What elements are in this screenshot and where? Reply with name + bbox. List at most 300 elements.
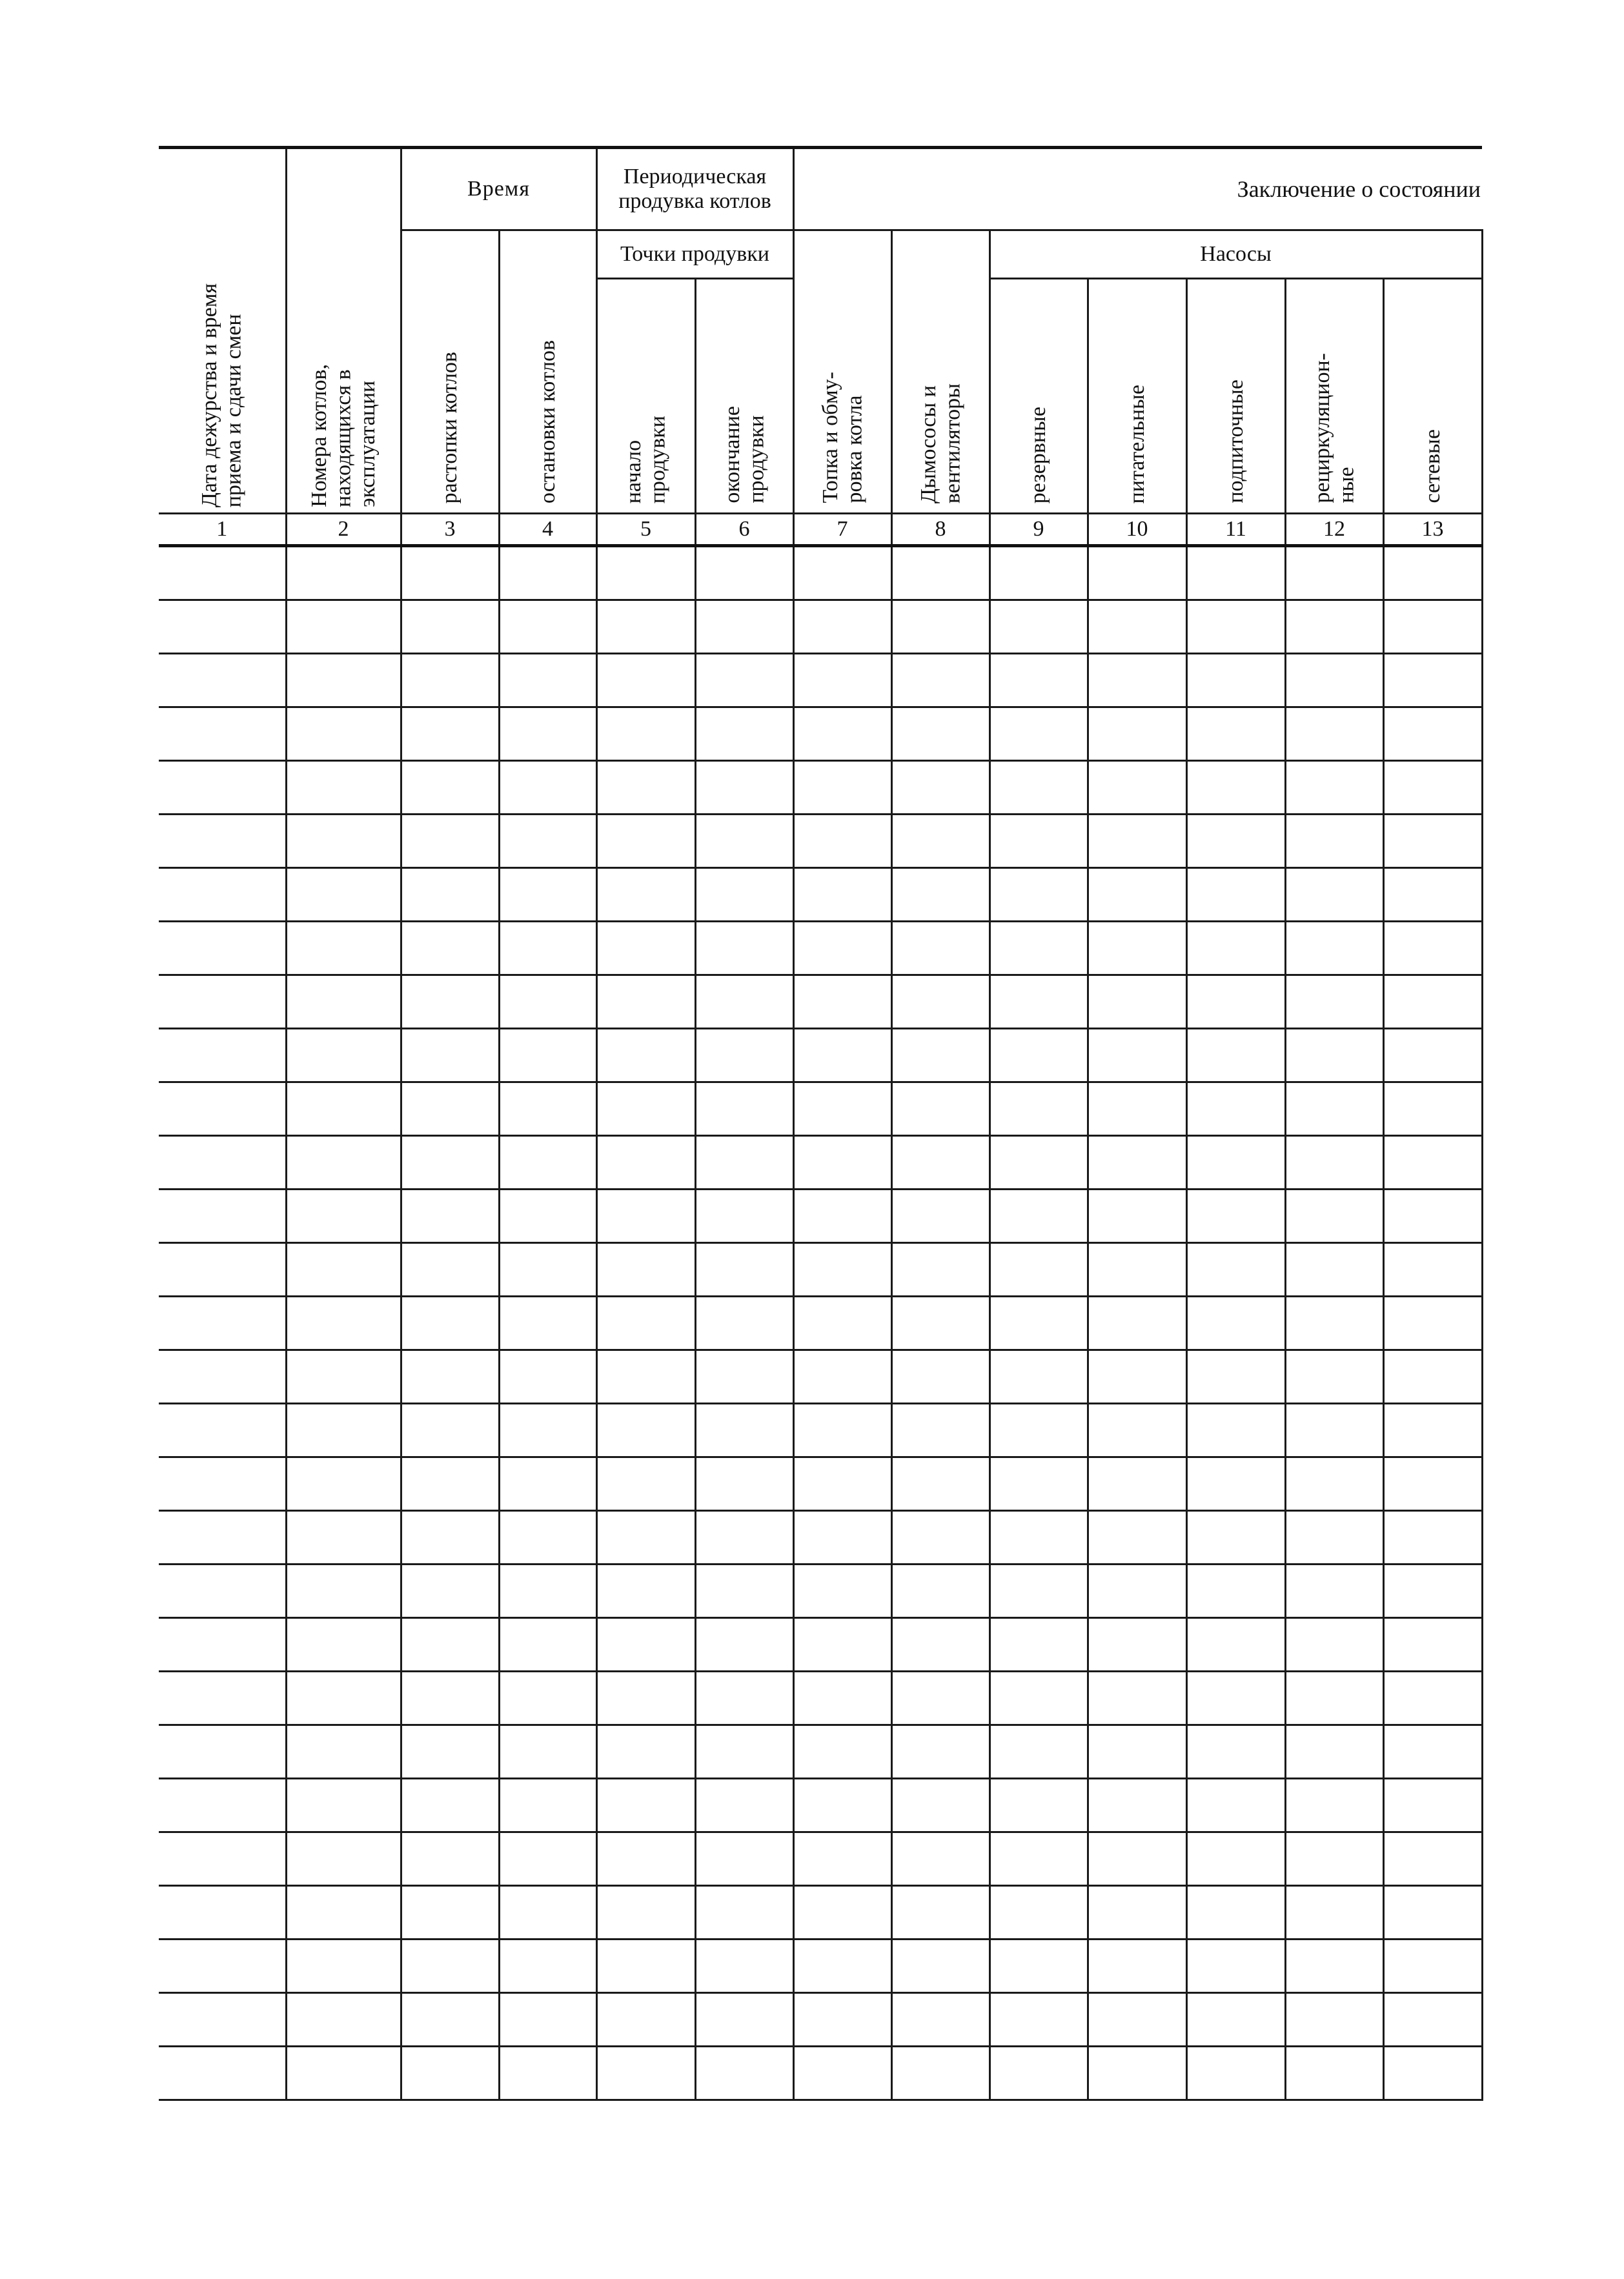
table-cell — [596, 1243, 695, 1297]
col-3-header — [401, 230, 499, 514]
table-cell — [1088, 868, 1186, 922]
table-cell — [159, 1190, 286, 1243]
table-cell — [1383, 868, 1482, 922]
table-cell — [1285, 1404, 1383, 1457]
col-10-label: питательные — [1124, 384, 1149, 503]
table-row — [159, 868, 1482, 922]
table-cell — [990, 600, 1088, 654]
table-cell — [401, 1243, 499, 1297]
table-cell — [1285, 975, 1383, 1029]
table-cell — [695, 1779, 793, 1832]
table-cell — [1088, 1565, 1186, 1618]
table-cell — [401, 1565, 499, 1618]
table-cell — [990, 2047, 1088, 2100]
table-cell — [401, 1618, 499, 1672]
table-cell — [990, 975, 1088, 1029]
table-cell — [596, 1940, 695, 1993]
conclusion-group-label: Заключение о состоянии — [1237, 176, 1481, 202]
table-cell — [793, 1190, 891, 1243]
table-cell — [499, 1779, 596, 1832]
table-cell — [793, 1993, 891, 2047]
table-cell — [1285, 761, 1383, 815]
table-cell — [990, 1190, 1088, 1243]
col-9-header — [990, 279, 1088, 514]
table-cell — [1088, 1190, 1186, 1243]
table-cell — [1186, 1136, 1285, 1190]
table-cell — [793, 546, 891, 600]
table-cell — [891, 1190, 990, 1243]
table-cell — [1383, 975, 1482, 1029]
table-cell — [1186, 546, 1285, 600]
table-cell — [793, 1511, 891, 1565]
table-cell — [891, 1672, 990, 1725]
table-cell — [990, 1940, 1088, 1993]
table-cell — [695, 1457, 793, 1511]
table-row — [159, 1297, 1482, 1350]
col-1-header — [159, 148, 286, 514]
table-cell — [695, 975, 793, 1029]
table-cell — [990, 815, 1088, 868]
table-cell — [793, 600, 891, 654]
blow-points-label: Точки продувки — [620, 241, 769, 266]
table-cell — [596, 1832, 695, 1886]
col-10-header — [1088, 279, 1186, 514]
table-cell — [1285, 1297, 1383, 1350]
table-cell — [1383, 1940, 1482, 1993]
table-cell — [695, 2047, 793, 2100]
table-cell — [891, 922, 990, 975]
table-cell — [1285, 1779, 1383, 1832]
table-cell — [891, 1136, 990, 1190]
table-cell — [1285, 1136, 1383, 1190]
table-cell — [1186, 922, 1285, 975]
table-cell — [1285, 922, 1383, 975]
table-cell — [891, 654, 990, 707]
table-cell — [286, 1940, 401, 1993]
table-cell — [1285, 868, 1383, 922]
col-number: 6 — [695, 514, 793, 546]
table-row — [159, 707, 1482, 761]
table-cell — [1186, 1618, 1285, 1672]
table-cell — [1186, 1243, 1285, 1297]
table-cell — [891, 1993, 990, 2047]
table-cell — [1088, 1297, 1186, 1350]
table-cell — [499, 2047, 596, 2100]
col-number: 9 — [990, 514, 1088, 546]
table-cell — [286, 1350, 401, 1404]
col-4-header — [499, 230, 596, 514]
table-row — [159, 1243, 1482, 1297]
col-number: 13 — [1383, 514, 1482, 546]
pumps-group-label: Насосы — [1200, 241, 1272, 266]
table-cell — [695, 1511, 793, 1565]
table-cell — [793, 761, 891, 815]
table-cell — [499, 815, 596, 868]
table-cell — [1088, 1404, 1186, 1457]
table-cell — [401, 1136, 499, 1190]
table-cell — [1383, 546, 1482, 600]
blowdown-group-header — [596, 148, 793, 230]
table-row — [159, 1136, 1482, 1190]
table-cell — [1383, 1832, 1482, 1886]
col-8-header — [891, 230, 990, 514]
table-cell — [596, 1511, 695, 1565]
col-12-header — [1285, 279, 1383, 514]
table-cell — [1088, 1832, 1186, 1886]
table-cell — [990, 1404, 1088, 1457]
table-row — [159, 546, 1482, 600]
table-cell — [286, 868, 401, 922]
table-cell — [1186, 654, 1285, 707]
table-cell — [1383, 761, 1482, 815]
table-cell — [286, 2047, 401, 2100]
table-cell — [401, 600, 499, 654]
table-cell — [1383, 1565, 1482, 1618]
table-cell — [793, 1457, 891, 1511]
table-cell — [159, 654, 286, 707]
table-cell — [159, 1779, 286, 1832]
table-cell — [891, 1457, 990, 1511]
table-cell — [401, 1190, 499, 1243]
table-cell — [401, 815, 499, 868]
table-row — [159, 1190, 1482, 1243]
table-row — [159, 1725, 1482, 1779]
table-cell — [1383, 922, 1482, 975]
table-cell — [401, 2047, 499, 2100]
table-cell — [159, 1725, 286, 1779]
col-number: 10 — [1088, 514, 1186, 546]
table-cell — [695, 1672, 793, 1725]
table-cell — [695, 1350, 793, 1404]
col-2-label: Номера котлов, находящихся в эксплуатации — [307, 364, 380, 507]
table-cell — [596, 975, 695, 1029]
table-cell — [159, 1350, 286, 1404]
table-cell — [1088, 546, 1186, 600]
table-cell — [1186, 1190, 1285, 1243]
table-cell — [286, 1190, 401, 1243]
table-cell — [159, 1672, 286, 1725]
table-cell — [159, 868, 286, 922]
table-cell — [891, 761, 990, 815]
table-cell — [499, 1618, 596, 1672]
table-cell — [1186, 1082, 1285, 1136]
table-cell — [596, 1725, 695, 1779]
table-cell — [891, 1618, 990, 1672]
table-cell — [695, 868, 793, 922]
table-cell — [793, 1350, 891, 1404]
table-cell — [1186, 1297, 1285, 1350]
table-cell — [990, 1993, 1088, 2047]
table-cell — [1383, 1993, 1482, 2047]
table-cell — [286, 1404, 401, 1457]
table-cell — [793, 868, 891, 922]
table-cell — [401, 1029, 499, 1082]
table-cell — [1383, 815, 1482, 868]
table-cell — [891, 546, 990, 600]
table-cell — [596, 1672, 695, 1725]
table-cell — [1383, 1618, 1482, 1672]
table-cell — [891, 707, 990, 761]
table-cell — [793, 1779, 891, 1832]
table-row — [159, 1511, 1482, 1565]
table-cell — [159, 815, 286, 868]
table-cell — [401, 707, 499, 761]
table-cell — [1383, 1404, 1482, 1457]
table-cell — [1383, 1136, 1482, 1190]
table-cell — [1285, 1190, 1383, 1243]
table-cell — [695, 922, 793, 975]
table-cell — [1383, 1886, 1482, 1940]
table-cell — [1088, 1457, 1186, 1511]
table-cell — [286, 1297, 401, 1350]
table-cell — [1285, 1832, 1383, 1886]
table-cell — [159, 1029, 286, 1082]
table-row — [159, 1886, 1482, 1940]
table-cell — [596, 1618, 695, 1672]
table-cell — [596, 1297, 695, 1350]
table-row — [159, 654, 1482, 707]
table-cell — [286, 707, 401, 761]
time-group-label: Время — [467, 176, 530, 201]
table-cell — [1088, 1886, 1186, 1940]
table-cell — [793, 1618, 891, 1672]
table-cell — [891, 1940, 990, 1993]
table-cell — [1383, 707, 1482, 761]
blow-points-header — [596, 230, 793, 279]
table-cell — [793, 1297, 891, 1350]
table-cell — [1186, 761, 1285, 815]
table-cell — [401, 546, 499, 600]
table-cell — [1186, 1940, 1285, 1993]
table-cell — [695, 1993, 793, 2047]
table-cell — [596, 1404, 695, 1457]
table-cell — [793, 1725, 891, 1779]
col-number: 4 — [499, 514, 596, 546]
table-cell — [1285, 1565, 1383, 1618]
table-cell — [990, 1297, 1088, 1350]
col-number: 12 — [1285, 514, 1383, 546]
col-7-header — [793, 230, 891, 514]
table-cell — [1285, 1082, 1383, 1136]
table-cell — [1186, 1404, 1285, 1457]
table-cell — [596, 2047, 695, 2100]
table-cell — [990, 707, 1088, 761]
table-cell — [499, 1886, 596, 1940]
table-cell — [1186, 1457, 1285, 1511]
col-number: 5 — [596, 514, 695, 546]
table-cell — [1088, 975, 1186, 1029]
table-row — [159, 975, 1482, 1029]
table-cell — [695, 1565, 793, 1618]
table-cell — [990, 1243, 1088, 1297]
table-cell — [1088, 1940, 1186, 1993]
table-cell — [159, 1243, 286, 1297]
table-cell — [1285, 815, 1383, 868]
col-8-label: Дымососы и вентиляторы — [916, 383, 965, 503]
table-cell — [891, 1350, 990, 1404]
table-cell — [596, 1136, 695, 1190]
table-cell — [695, 546, 793, 600]
table-cell — [793, 2047, 891, 2100]
table-cell — [1088, 1082, 1186, 1136]
table-cell — [401, 922, 499, 975]
table-cell — [596, 1082, 695, 1136]
table-cell — [159, 1832, 286, 1886]
table-cell — [1285, 1886, 1383, 1940]
table-cell — [499, 1082, 596, 1136]
table-cell — [990, 546, 1088, 600]
table-cell — [1088, 1618, 1186, 1672]
table-cell — [1186, 707, 1285, 761]
table-cell — [1186, 1993, 1285, 2047]
table-cell — [1285, 1993, 1383, 2047]
table-cell — [1285, 546, 1383, 600]
col-11-header — [1186, 279, 1285, 514]
table-cell — [891, 1243, 990, 1297]
table-cell — [1088, 922, 1186, 975]
table-cell — [159, 1082, 286, 1136]
table-cell — [695, 1029, 793, 1082]
table-cell — [990, 1779, 1088, 1832]
table-row — [159, 1457, 1482, 1511]
table-cell — [1285, 1618, 1383, 1672]
table-cell — [695, 1940, 793, 1993]
conclusion-group-header — [793, 148, 1482, 230]
table-cell — [159, 1297, 286, 1350]
table-cell — [1383, 654, 1482, 707]
table-cell — [596, 868, 695, 922]
table-cell — [286, 1136, 401, 1190]
table-row — [159, 922, 1482, 975]
table-cell — [1186, 1511, 1285, 1565]
table-cell — [499, 546, 596, 600]
table-row — [159, 2047, 1482, 2100]
pumps-group-header — [990, 230, 1482, 279]
table-cell — [1088, 1243, 1186, 1297]
table-cell — [695, 654, 793, 707]
table-row — [159, 1618, 1482, 1672]
col-5-header — [596, 279, 695, 514]
table-cell — [891, 868, 990, 922]
table-cell — [159, 1404, 286, 1457]
table-cell — [891, 1832, 990, 1886]
table-cell — [1285, 1511, 1383, 1565]
table-cell — [1383, 1511, 1482, 1565]
table-cell — [990, 1886, 1088, 1940]
table-cell — [1383, 1243, 1482, 1297]
table-cell — [1383, 1350, 1482, 1404]
table-cell — [1186, 2047, 1285, 2100]
col-5-label: начало продувки — [622, 415, 670, 503]
table-cell — [1088, 600, 1186, 654]
table-cell — [286, 1029, 401, 1082]
col-number: 1 — [159, 514, 286, 546]
table-cell — [793, 1029, 891, 1082]
table-cell — [499, 1832, 596, 1886]
col-1-label: Дата дежурства и время приема и сдачи смен — [198, 283, 246, 507]
table-cell — [990, 1672, 1088, 1725]
table-cell — [159, 1618, 286, 1672]
table-cell — [695, 707, 793, 761]
table-cell — [286, 1618, 401, 1672]
table-cell — [499, 1190, 596, 1243]
table-cell — [596, 1565, 695, 1618]
table-cell — [990, 1136, 1088, 1190]
table-cell — [401, 654, 499, 707]
table-cell — [499, 1136, 596, 1190]
table-cell — [286, 815, 401, 868]
table-cell — [1285, 1672, 1383, 1725]
table-cell — [990, 654, 1088, 707]
col-number: 2 — [286, 514, 401, 546]
table-row — [159, 1779, 1482, 1832]
table-cell — [596, 1779, 695, 1832]
table-row — [159, 1832, 1482, 1886]
table-cell — [1088, 1350, 1186, 1404]
table-cell — [286, 1082, 401, 1136]
table-cell — [499, 761, 596, 815]
table-cell — [891, 1725, 990, 1779]
table-cell — [695, 600, 793, 654]
col-4-label: остановки котлов — [535, 339, 560, 503]
table-cell — [499, 600, 596, 654]
table-cell — [891, 2047, 990, 2100]
table-cell — [1088, 1136, 1186, 1190]
table-row — [159, 1993, 1482, 2047]
col-number: 8 — [891, 514, 990, 546]
table-cell — [499, 1993, 596, 2047]
table-cell — [695, 1725, 793, 1779]
col-7-label: Топка и обму- ровка котла — [818, 372, 867, 503]
blowdown-group-label: Периодическая продувка котлов — [618, 164, 771, 213]
table-cell — [793, 815, 891, 868]
table-cell — [695, 1082, 793, 1136]
journal-table — [159, 146, 1483, 2101]
table-row — [159, 1404, 1482, 1457]
table-cell — [159, 922, 286, 975]
table-cell — [793, 922, 891, 975]
table-cell — [401, 1886, 499, 1940]
table-cell — [596, 1457, 695, 1511]
table-cell — [891, 1779, 990, 1832]
table-cell — [1088, 1672, 1186, 1725]
table-cell — [401, 1511, 499, 1565]
table-cell — [499, 1511, 596, 1565]
table-cell — [401, 761, 499, 815]
table-cell — [990, 1511, 1088, 1565]
table-cell — [990, 1618, 1088, 1672]
table-cell — [286, 1243, 401, 1297]
table-cell — [401, 1832, 499, 1886]
table-cell — [401, 1457, 499, 1511]
table-cell — [990, 868, 1088, 922]
table-cell — [159, 600, 286, 654]
table-cell — [596, 600, 695, 654]
table-cell — [1088, 1779, 1186, 1832]
table-cell — [891, 1404, 990, 1457]
table-cell — [1186, 1886, 1285, 1940]
table-cell — [891, 1082, 990, 1136]
table-cell — [793, 1404, 891, 1457]
col-11-label: подпиточные — [1223, 380, 1248, 503]
table-cell — [1186, 600, 1285, 654]
table-cell — [596, 761, 695, 815]
table-cell — [499, 868, 596, 922]
table-row — [159, 761, 1482, 815]
table-row — [159, 1082, 1482, 1136]
table-cell — [596, 546, 695, 600]
table-cell — [596, 1886, 695, 1940]
